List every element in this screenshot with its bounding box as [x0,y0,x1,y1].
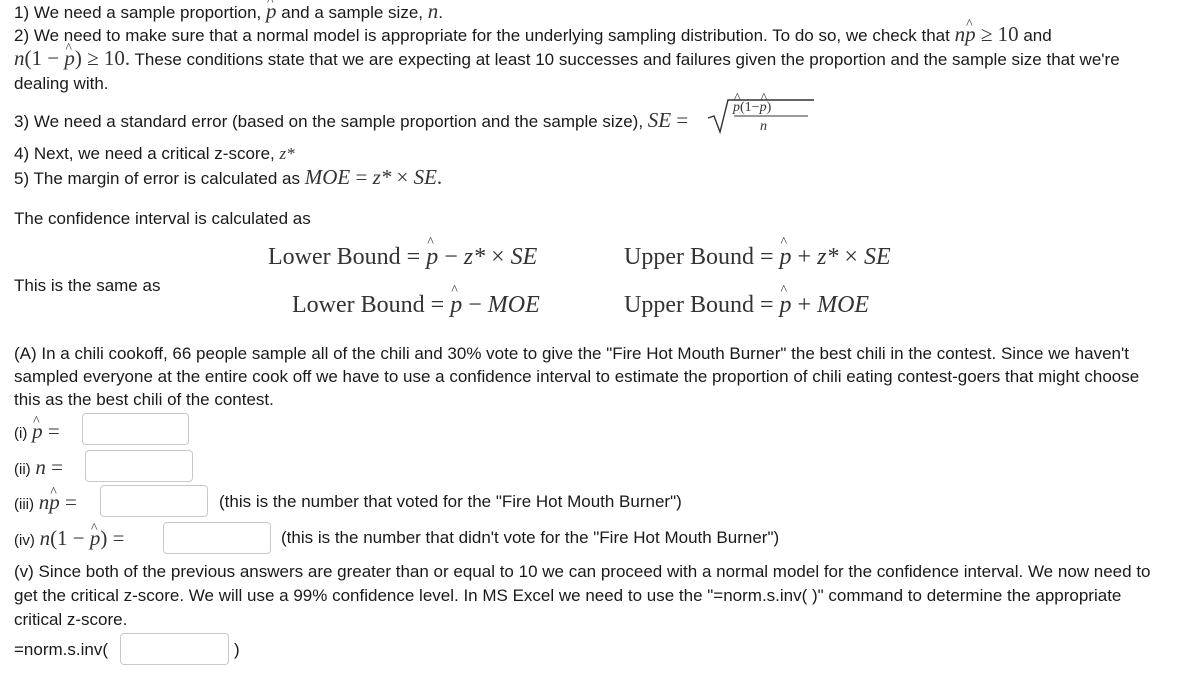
part-v-line-2: get the critical z-score. We will use a 99% confidence level. In MS Excel we need to use the "=norm.s.inv( )" command to determine the appropriate [14,586,1122,605]
part-v-line-3: critical z-score. [14,610,128,629]
n-one-minus-eq: n(1 − ^ p) = [40,526,125,550]
part-iv-note: (this is the number that didn't vote for the "Fire Hot Mouth Burner") [281,528,780,547]
question-a-line-1: (A) In a chili cookoff, 66 people sample all of the chili and 30% vote to give the "Fire Hot Mouth Burner" the best chili in the contest. Since we haven't [14,344,1129,363]
part-iii-note: (this is the number that voted for the "Fire Hot Mouth Burner") [219,492,682,511]
step-4-line [14,143,295,165]
step-3-text: 3) We need a standard error (based on the sample proportion and the sample size), [14,112,644,131]
p-hat-eq: ^ p = [32,419,60,443]
part-i-label [14,420,60,445]
part-i-number: (i) [14,425,28,442]
step-1-line: 1) We need a sample proportion, ^ p and a sample size, n. [14,0,443,24]
n-input[interactable] [85,450,193,482]
same-as-text: This is the same as [14,276,161,295]
part-ii-label [14,456,63,481]
ci-intro: The confidence interval is calculated as [14,209,311,228]
step-2-and: and [1023,26,1052,45]
step-4-text: 4) Next, we need a critical z-score, [14,144,275,163]
z-star-symbol: z* [279,144,295,163]
step-2-text: 2) We need to make sure that a normal model is appropriate for the underlying sampling distribution. To do so, we check that [14,26,950,45]
lower-bound-label: Lower Bound [268,244,401,270]
part-iv-label [14,527,125,552]
question-a-line-3: this as the best chili of the contest. [14,390,274,409]
np-hat-eq: n^ p = [39,490,77,514]
step-1-and: and a sample size, [281,3,423,22]
n-eq: n = [35,455,63,479]
upper-bound-label-2: Upper Bound [624,292,754,318]
step-5-text: 5) The margin of error is calculated as [14,169,300,188]
p-hat-input[interactable] [82,413,189,445]
part-iv-number: (iv) [14,532,35,549]
step-2-line-2 [14,47,1120,71]
part-ii-number: (ii) [14,461,31,478]
lower-bound-formula-2: Lower Bound = ^ p − MOE [292,292,540,319]
part-v-line-1: (v) Since both of the previous answers are greater than or equal to 10 we can proceed with a normal model for the confidence interval. We now need to [14,562,1151,581]
lower-bound-label-2: Lower Bound [292,292,425,318]
step-2-cont: These conditions state that we are expecting at least 10 successes and failures given the proportion and the sample size that we're [134,50,1120,69]
se-numerator: ^ p(1−^ p) [733,100,771,116]
n-symbol: n [427,0,439,23]
upper-bound-formula-2: Upper Bound = ^ p + MOE [624,292,869,319]
step-3-line [14,109,688,133]
part-iii-label [14,491,77,516]
step-1-text: 1) We need a sample proportion, [14,3,262,22]
step-2-line [14,23,1052,47]
question-a-line-2: sampled everyone at the entire cook off we have to use a confidence interval to estimate the proportion of chili eating contest-goers that might choose [14,367,1140,386]
n-one-minus-formula: n(1 − ^ p) ≥ 10. [14,46,130,70]
moe-formula: MOE = z* × SE. [304,165,443,189]
se-formula: SE = [647,108,689,132]
np-hat-formula: n^ p ≥ 10 [955,22,1019,46]
step-2-end: dealing with. [14,74,109,93]
excel-suffix: ) [234,640,240,659]
part-iii-number: (iii) [14,496,34,513]
n-one-minus-input[interactable] [163,522,271,554]
excel-prefix: =norm.s.inv( [14,640,108,659]
upper-bound-formula-1: Upper Bound = ^ p + z* × SE [624,244,891,271]
lower-bound-formula-1: Lower Bound = ^ p − z* × SE [268,244,537,271]
upper-bound-label: Upper Bound [624,244,754,270]
p-hat-symbol: ^ p [266,0,277,23]
np-hat-input[interactable] [100,485,208,517]
se-denominator: n [760,119,767,134]
z-score-input[interactable] [120,633,229,665]
step-5-line [14,166,442,190]
